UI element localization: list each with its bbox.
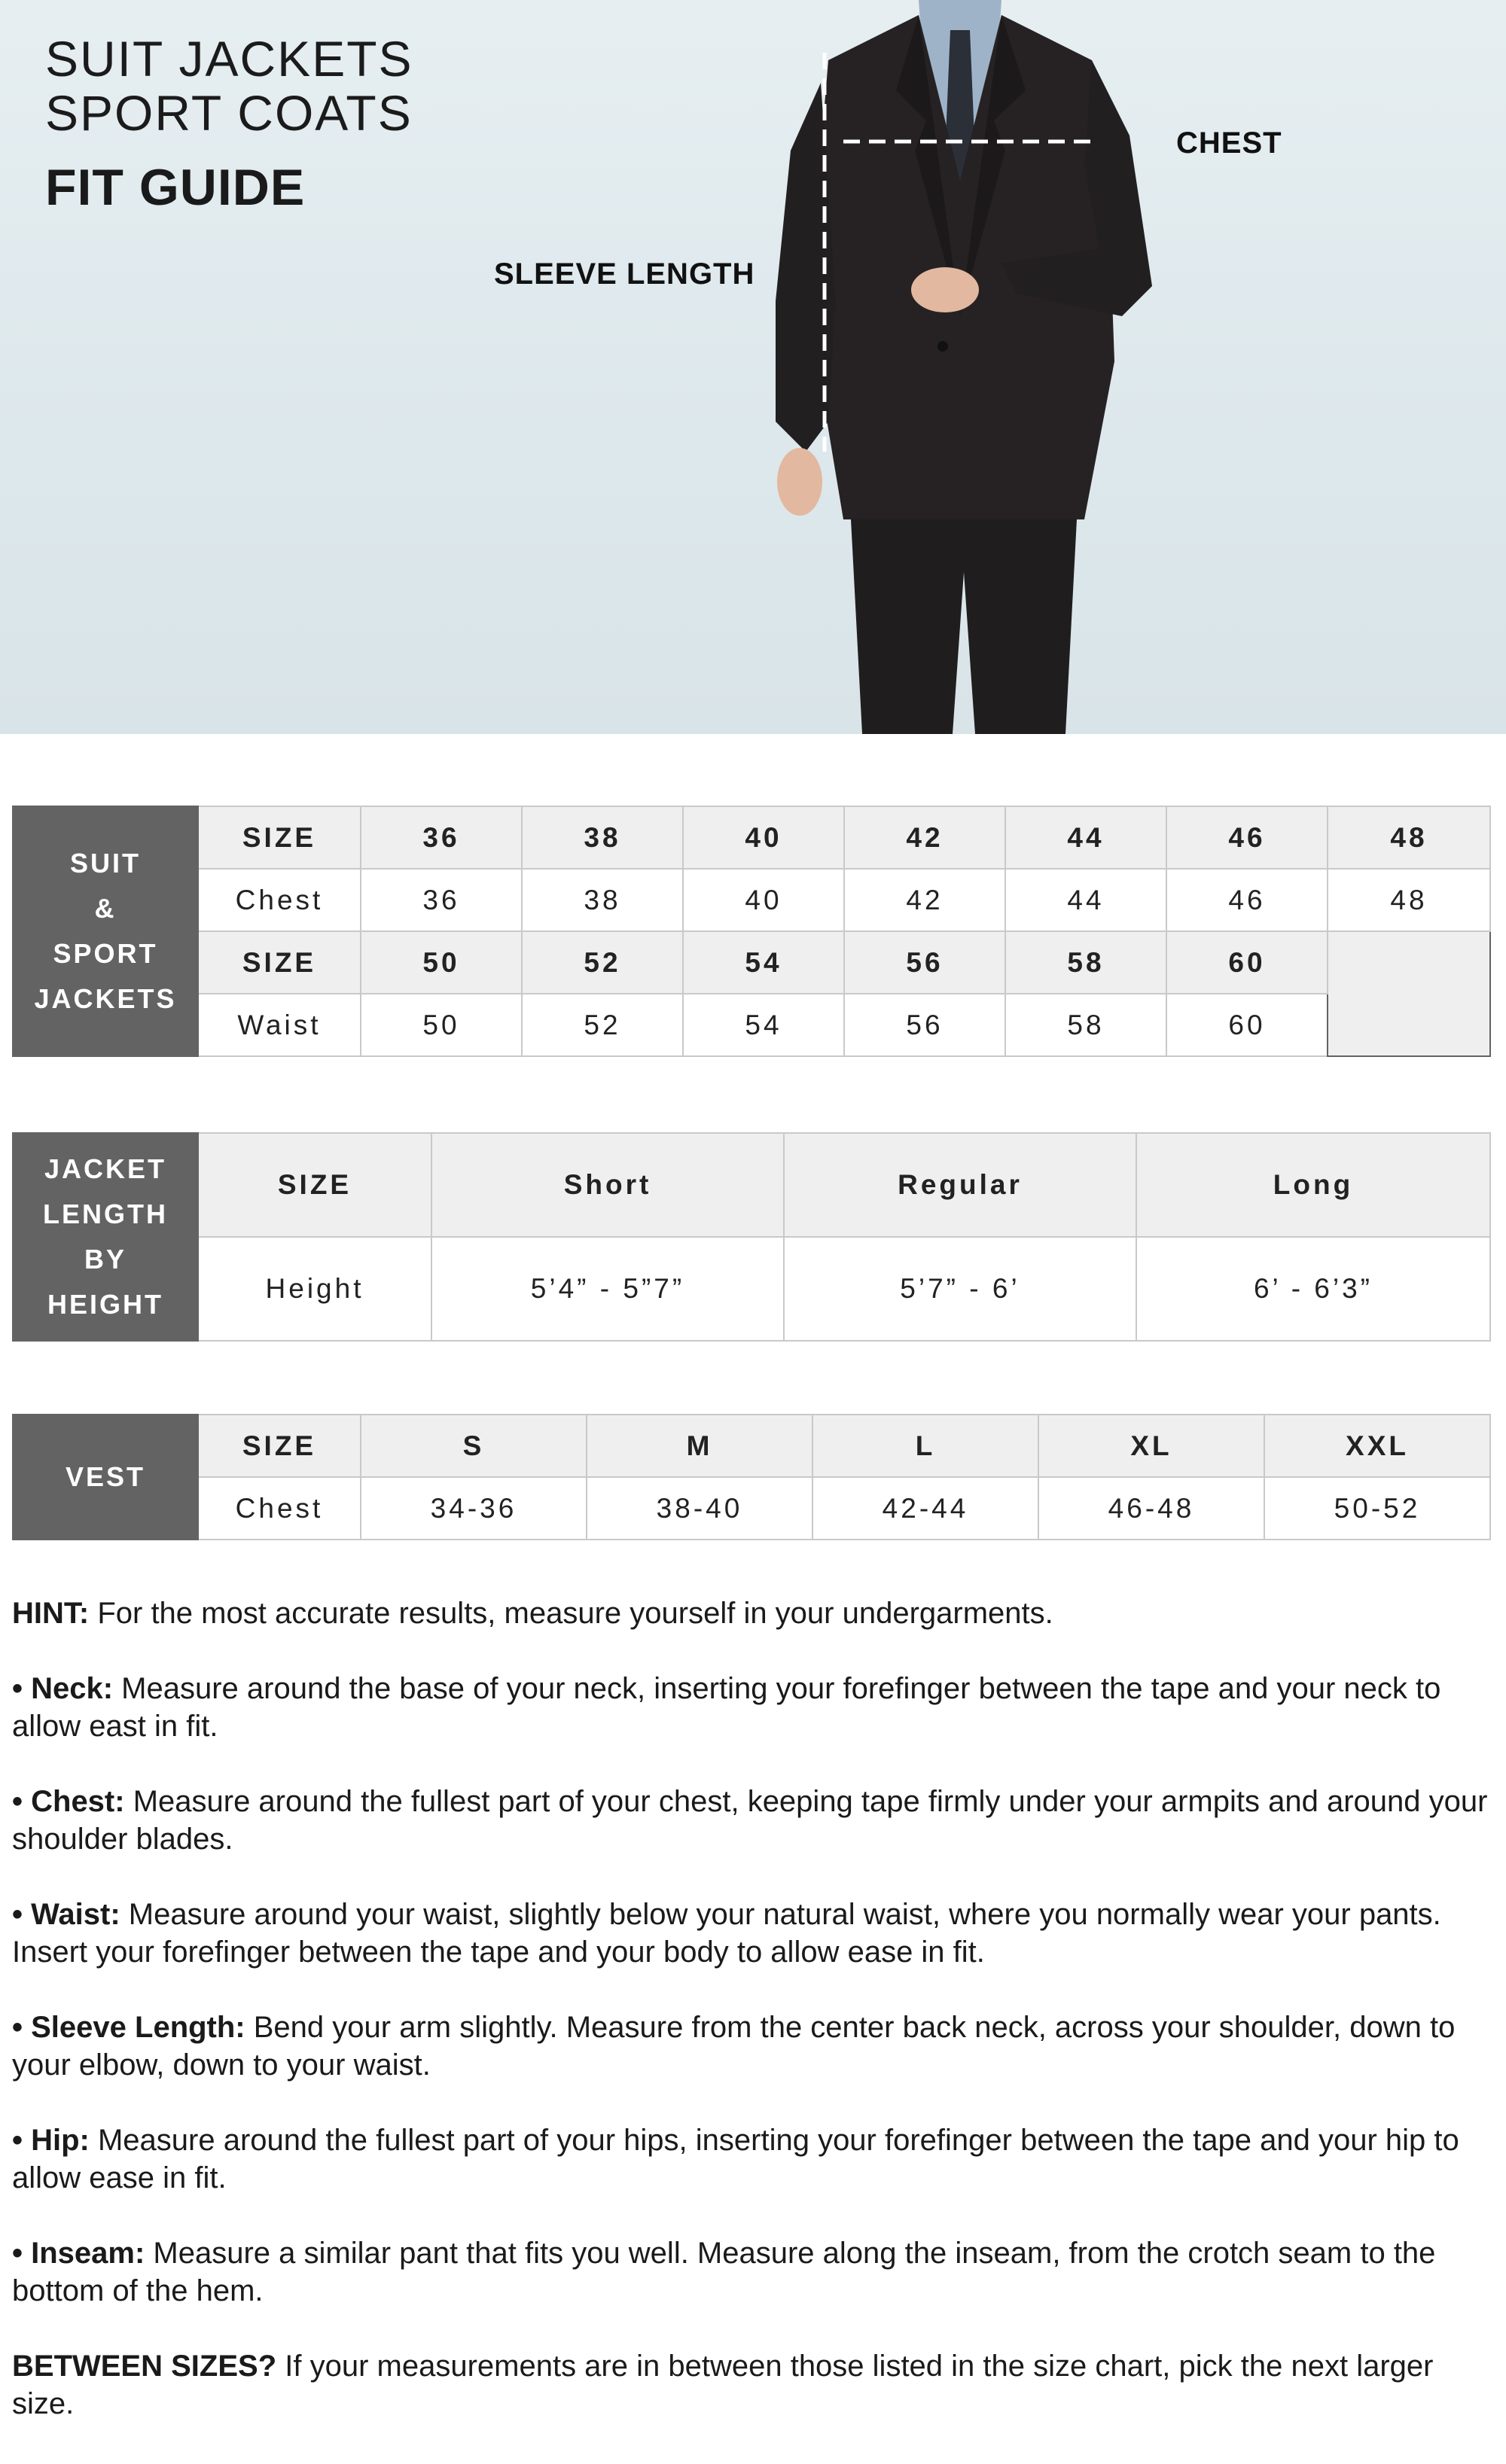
note-term: HINT:	[12, 1597, 90, 1630]
fit-guide-title: FIT GUIDE	[45, 159, 306, 216]
table-cell: 36	[361, 869, 522, 931]
table-cell: 36	[361, 806, 522, 869]
table-cell: 50	[361, 931, 522, 994]
note-term: • Chest:	[12, 1785, 125, 1818]
row-label: SIZE	[198, 806, 361, 869]
note-term: • Sleeve Length:	[12, 2011, 245, 2044]
row-label: SIZE	[198, 1415, 361, 1477]
table-cell: 5’4” - 5”7”	[431, 1237, 784, 1341]
table-cell: 46	[1166, 869, 1328, 931]
table-cell: XXL	[1264, 1415, 1490, 1477]
table-cell: 54	[683, 931, 844, 994]
neck-note	[12, 1670, 1495, 1745]
table-cell: 58	[1005, 931, 1166, 994]
row-label: SIZE	[198, 1133, 431, 1237]
heading-word: HEIGHT	[47, 1289, 163, 1320]
table-cell: 46	[1166, 806, 1328, 869]
inseam-note	[12, 2234, 1495, 2310]
table-cell: 42	[844, 806, 1005, 869]
chest-measure-label: CHEST	[1176, 126, 1282, 160]
table-cell: XL	[1038, 1415, 1264, 1477]
heading-word: BY	[84, 1244, 127, 1275]
note-text: Measure around the fullest part of your hips, inserting your forefinger between the tape and your hip to allow ease in fit.	[12, 2124, 1459, 2194]
note-term: • Neck:	[12, 1672, 114, 1705]
note-text: Measure a similar pant that fits you well. Measure along the inseam, from the crotch seam to the bottom of the hem.	[12, 2237, 1436, 2307]
hint-note	[12, 1594, 1495, 1632]
table-cell: 54	[683, 994, 844, 1056]
table-row	[13, 931, 1490, 994]
suit-table-heading	[13, 806, 198, 1056]
sleeve-length-note	[12, 2009, 1495, 2084]
table-cell: 48	[1328, 806, 1490, 869]
note-term: • Waist:	[12, 1898, 120, 1931]
table-cell: 52	[522, 994, 683, 1056]
note-term: • Inseam:	[12, 2237, 145, 2270]
heading-word: LENGTH	[43, 1198, 168, 1229]
table-cell: 34-36	[361, 1477, 587, 1540]
heading-word: JACKETS	[34, 983, 177, 1014]
table-cell: 38	[522, 869, 683, 931]
table-cell: 42-44	[812, 1477, 1038, 1540]
table-cell: Regular	[784, 1133, 1136, 1237]
vest-size-table	[12, 1414, 1491, 1540]
vest-table-heading: VEST	[13, 1415, 198, 1540]
note-term: BETWEEN SIZES?	[12, 2350, 277, 2383]
table-cell: 6’ - 6’3”	[1136, 1237, 1490, 1341]
row-label: Height	[198, 1237, 431, 1341]
heading-word: SUIT	[69, 848, 141, 879]
hero-banner	[0, 0, 1506, 734]
table-cell: 40	[683, 869, 844, 931]
heading-word: SPORT	[53, 938, 158, 969]
length-table-heading	[13, 1133, 198, 1341]
row-label: Chest	[198, 1477, 361, 1540]
title-line-2: SPORT COATS	[45, 85, 413, 141]
table-cell: 48	[1328, 869, 1490, 931]
table-cell: 50	[361, 994, 522, 1056]
row-label: Waist	[198, 994, 361, 1056]
suit-size-table	[12, 806, 1491, 1057]
table-cell: 58	[1005, 994, 1166, 1056]
table-cell: S	[361, 1415, 587, 1477]
note-text: Measure around your waist, slightly below your natural waist, where you normally wear your pants. Insert your forefinger between the tape and your body to allow ease in fit.	[12, 1898, 1441, 1969]
table-cell: 44	[1005, 806, 1166, 869]
note-text: If your measurements are in between those listed in the size chart, pick the next larger size.	[12, 2350, 1434, 2420]
table-cell: 5’7” - 6’	[784, 1237, 1136, 1341]
table-cell: Long	[1136, 1133, 1490, 1237]
table-cell: 44	[1005, 869, 1166, 931]
between-sizes-note	[12, 2347, 1495, 2423]
table-cell: 60	[1166, 994, 1328, 1056]
row-label: SIZE	[198, 931, 361, 994]
jacket-length-table	[12, 1132, 1491, 1342]
table-cell: M	[587, 1415, 812, 1477]
table-cell: 38-40	[587, 1477, 812, 1540]
table-row	[13, 1237, 1490, 1341]
title-line-1: SUIT JACKETS	[45, 31, 413, 87]
note-text: Measure around the fullest part of your chest, keeping tape firmly under your armpits and around your shoulder blades.	[12, 1785, 1488, 1856]
hip-note	[12, 2121, 1495, 2197]
note-text: Bend your arm slightly. Measure from the center back neck, across your shoulder, down to your elbow, down to your waist.	[12, 2011, 1456, 2082]
table-cell: 42	[844, 869, 1005, 931]
table-cell: 56	[844, 931, 1005, 994]
table-cell: 46-48	[1038, 1477, 1264, 1540]
table-cell: 60	[1166, 931, 1328, 994]
table-cell: 52	[522, 931, 683, 994]
measuring-notes	[12, 1594, 1495, 2460]
table-cell: 40	[683, 806, 844, 869]
table-cell: 50-52	[1264, 1477, 1490, 1540]
table-row	[13, 806, 1490, 869]
table-row	[13, 1133, 1490, 1237]
heading-word: JACKET	[44, 1153, 167, 1184]
table-row	[13, 1477, 1490, 1540]
waist-note	[12, 1896, 1495, 1971]
sleeve-length-measure-label: SLEEVE LENGTH	[494, 257, 755, 291]
suited-man-illustration	[745, 0, 1167, 734]
table-cell: 56	[844, 994, 1005, 1056]
note-term: • Hip:	[12, 2124, 90, 2157]
heading-word: &	[94, 893, 117, 924]
table-row	[13, 994, 1490, 1056]
chest-note	[12, 1783, 1495, 1858]
table-row	[13, 1415, 1490, 1477]
table-row	[13, 869, 1490, 931]
row-label: Chest	[198, 869, 361, 931]
table-cell: Short	[431, 1133, 784, 1237]
note-text: For the most accurate results, measure yourself in your undergarments.	[89, 1597, 1053, 1630]
table-cell: L	[812, 1415, 1038, 1477]
empty-cell	[1328, 931, 1490, 1056]
table-cell: 38	[522, 806, 683, 869]
note-text: Measure around the base of your neck, inserting your forefinger between the tape and your neck to allow east in fit.	[12, 1672, 1441, 1743]
